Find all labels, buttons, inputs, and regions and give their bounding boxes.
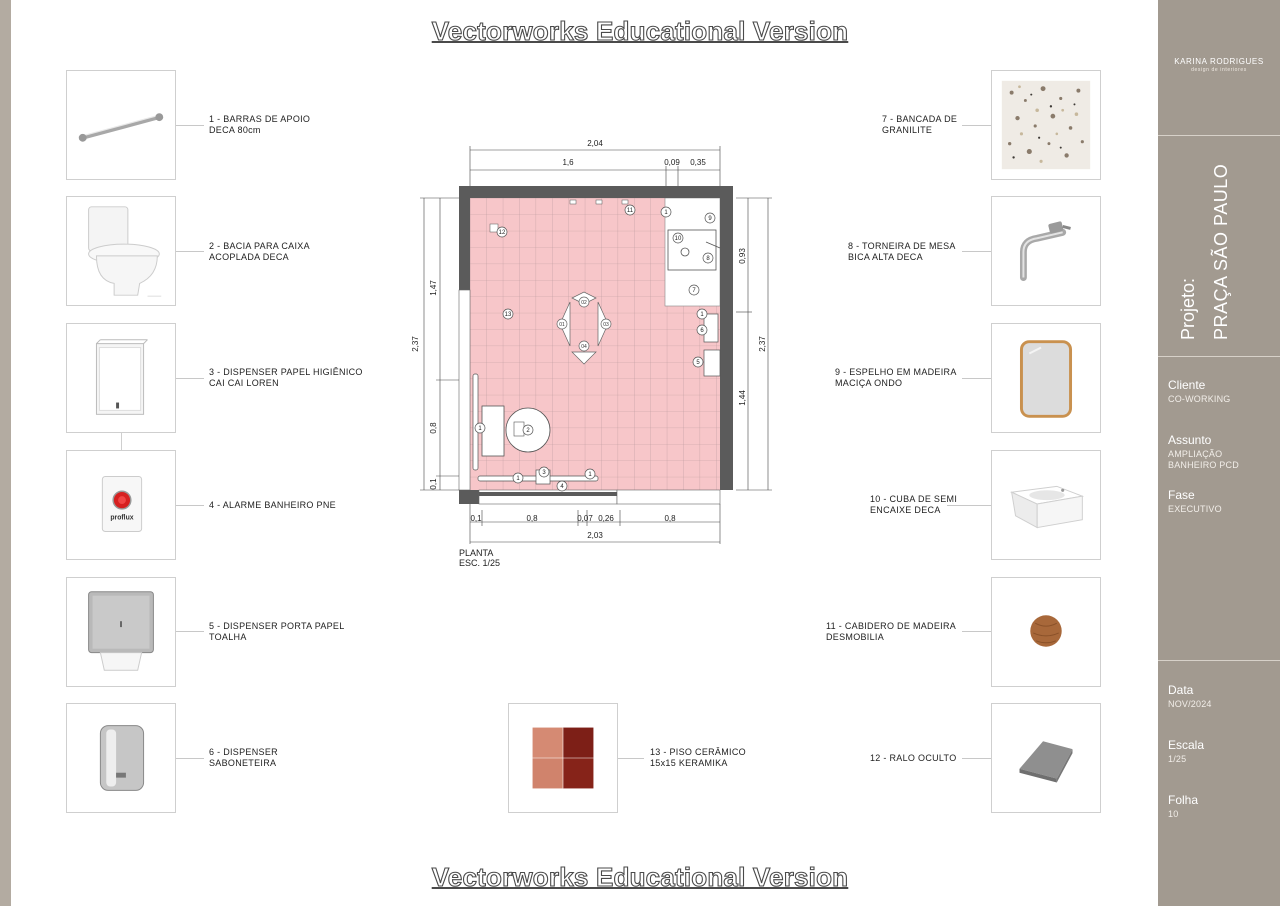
ceramic-tile-icon (509, 704, 617, 812)
folha-label: Folha (1168, 793, 1199, 807)
tag-label: 8 (706, 256, 710, 263)
leader-line (962, 125, 991, 126)
leader-line (962, 758, 991, 759)
tag-label: 6 (700, 328, 704, 335)
product-grab-bar (66, 70, 176, 180)
wall-right (720, 186, 733, 490)
dim-bottom-a: 0,1 (470, 514, 482, 523)
dim-right-b: 1,44 (738, 390, 747, 406)
cliente-value: CO-WORKING (1168, 394, 1231, 404)
dim-bottom-d: 0,26 (598, 514, 614, 523)
product-soap-dispenser (66, 703, 176, 813)
tag-label: 2 (526, 428, 530, 435)
dim-top-total: 2,04 (587, 139, 603, 148)
floor-plan-drawing (410, 130, 790, 550)
assunto-value-1: AMPLIAÇÃO (1168, 449, 1223, 459)
label-ceramic-tile: 13 - PISO CERÂMICO 15x15 KERAMIKA (650, 747, 746, 768)
label-mirror: 9 - ESPELHO EM MADEIRA MACIÇA ONDO (835, 367, 957, 388)
tag-label: 11 (626, 208, 634, 215)
label-towel-dispenser: 5 - DISPENSER PORTA PAPEL TOALHA (209, 621, 345, 642)
tag-label: 1 (516, 476, 520, 483)
data-label: Data (1168, 683, 1194, 697)
assunto-label: Assunto (1168, 433, 1212, 447)
leader-line (618, 758, 644, 759)
brand-subtitle: design de interiores (1191, 67, 1247, 73)
fase-value: EXECUTIVO (1168, 504, 1222, 514)
granite-sample-icon (992, 71, 1100, 179)
tag-label: 12 (498, 230, 506, 237)
title-block-sidebar (1158, 0, 1280, 906)
watermark-top: Vectorworks Educational Version (431, 16, 849, 46)
product-sink (991, 450, 1101, 560)
product-wood-hook (991, 577, 1101, 687)
toilet-icon (67, 197, 175, 305)
tag-label: 5 (696, 360, 700, 367)
wood-hook-icon (992, 578, 1100, 686)
leader-line (962, 631, 991, 632)
escala-value: 1/25 (1168, 754, 1187, 764)
dim-bottom-c: 0,07 (577, 514, 593, 523)
mirror-icon (992, 324, 1100, 432)
sidebar-divider (1158, 660, 1280, 661)
wall-top (459, 186, 733, 198)
escala-label: Escala (1168, 738, 1205, 752)
left-border-strip (0, 0, 11, 906)
grab-bar-vertical (473, 374, 478, 470)
leader-line (962, 251, 991, 252)
product-toilet (66, 196, 176, 306)
folha-value: 10 (1168, 809, 1179, 819)
project-name: PRAÇA SÃO PAULO (1211, 163, 1231, 340)
connector-line (121, 433, 122, 450)
sink-basin-icon (992, 451, 1100, 559)
product-towel-dispenser (66, 577, 176, 687)
leader-line (176, 631, 204, 632)
wall-left-lower (459, 290, 470, 490)
faucet-icon (992, 197, 1100, 305)
product-faucet (991, 196, 1101, 306)
dim-top-b: 0,09 (664, 158, 680, 167)
tag-label: 3 (542, 470, 546, 477)
dim-bottom-e: 0,8 (664, 514, 676, 523)
svg-text:proflux: proflux (110, 514, 134, 522)
dim-right-a: 0,93 (738, 248, 747, 264)
tag-label: 4 (560, 484, 564, 491)
tag-label: 7 (692, 288, 696, 295)
label-sink: 10 - CUBA DE SEMI ENCAIXE DECA (870, 494, 958, 515)
plan-title: PLANTA (459, 548, 494, 558)
dim-top-c: 0,35 (690, 158, 706, 167)
leader-line (176, 758, 204, 759)
grab-bar-icon (67, 71, 175, 179)
soap-dispenser-icon (67, 704, 175, 812)
label-paper-dispenser: 3 - DISPENSER PAPEL HIGIÊNICO CAI CAI LOREN (209, 367, 363, 388)
wall-bottom-left (459, 490, 479, 504)
wall-left-upper (459, 186, 470, 290)
fase-label: Fase (1168, 488, 1195, 502)
alarm-button-icon (67, 451, 175, 559)
cliente-label: Cliente (1168, 378, 1206, 392)
label-granite: 7 - BANCADA DE GRANILITE (882, 114, 958, 135)
sidebar-divider (1158, 356, 1280, 357)
label-soap-dispenser: 6 - DISPENSER SABONETEIRA (209, 747, 278, 768)
dim-top-a: 1,6 (562, 158, 574, 167)
tag-label: 1 (478, 426, 482, 433)
product-mirror (991, 323, 1101, 433)
product-drain (991, 703, 1101, 813)
leader-line (176, 125, 204, 126)
tag-label: 1 (700, 312, 704, 319)
door-leaf (479, 492, 617, 496)
bottom-opening (617, 490, 720, 504)
project-label: Projeto: (1178, 277, 1198, 340)
brand-name: KARINA RODRIGUES (1174, 57, 1264, 66)
label-faucet: 8 - TORNEIRA DE MESA BICA ALTA DECA (848, 241, 956, 262)
assunto-value-2: BANHEIRO PCD (1168, 460, 1239, 470)
tag-label: 13 (504, 312, 512, 319)
dim-right-total: 2,37 (758, 336, 767, 352)
label-grab-bar: 1 - BARRAS DE APOIO DECA 80cm (209, 114, 311, 135)
tag-label: 10 (674, 236, 682, 243)
label-drain: 12 - RALO OCULTO (870, 753, 957, 763)
dim-left-total: 2,37 (411, 336, 420, 352)
sidebar-divider (1158, 135, 1280, 136)
plan-scale: ESC. 1/25 (459, 558, 501, 568)
paper-towel-dispenser-icon (67, 578, 175, 686)
tag-label: 1 (588, 472, 592, 479)
product-ceramic-tile (508, 703, 618, 813)
project-title (1178, 164, 1232, 340)
data-value: NOV/2024 (1168, 699, 1212, 709)
dim-left-b: 0,8 (429, 422, 438, 434)
arrow-label: 04 (581, 344, 587, 350)
watermark-bottom: Vectorworks Educational Version (431, 862, 849, 892)
tag-label: 9 (708, 216, 712, 223)
arrow-label: 02 (581, 300, 587, 306)
dim-left-a: 1,47 (429, 280, 438, 296)
tag-label: 1 (664, 210, 668, 217)
leader-line (176, 378, 204, 379)
arrow-label: 03 (603, 322, 609, 328)
label-toilet: 2 - BACIA PARA CAIXA ACOPLADA DECA (209, 241, 310, 262)
leader-line (176, 505, 204, 506)
dim-bottom-total: 2,03 (587, 531, 603, 540)
product-alarm (66, 450, 176, 560)
dim-left-c: 0,1 (429, 478, 438, 490)
product-granite (991, 70, 1101, 180)
leader-line (176, 251, 204, 252)
dim-bottom-b: 0,8 (526, 514, 538, 523)
product-paper-dispenser (66, 323, 176, 433)
leader-line (962, 378, 991, 379)
label-wood-hook: 11 - CABIDERO DE MADEIRA DESMOBILIA (826, 621, 957, 642)
hidden-drain-icon (992, 704, 1100, 812)
label-alarm: 4 - ALARME BANHEIRO PNE (209, 500, 336, 510)
arrow-label: 01 (559, 322, 565, 328)
toilet-paper-dispenser-icon (67, 324, 175, 432)
